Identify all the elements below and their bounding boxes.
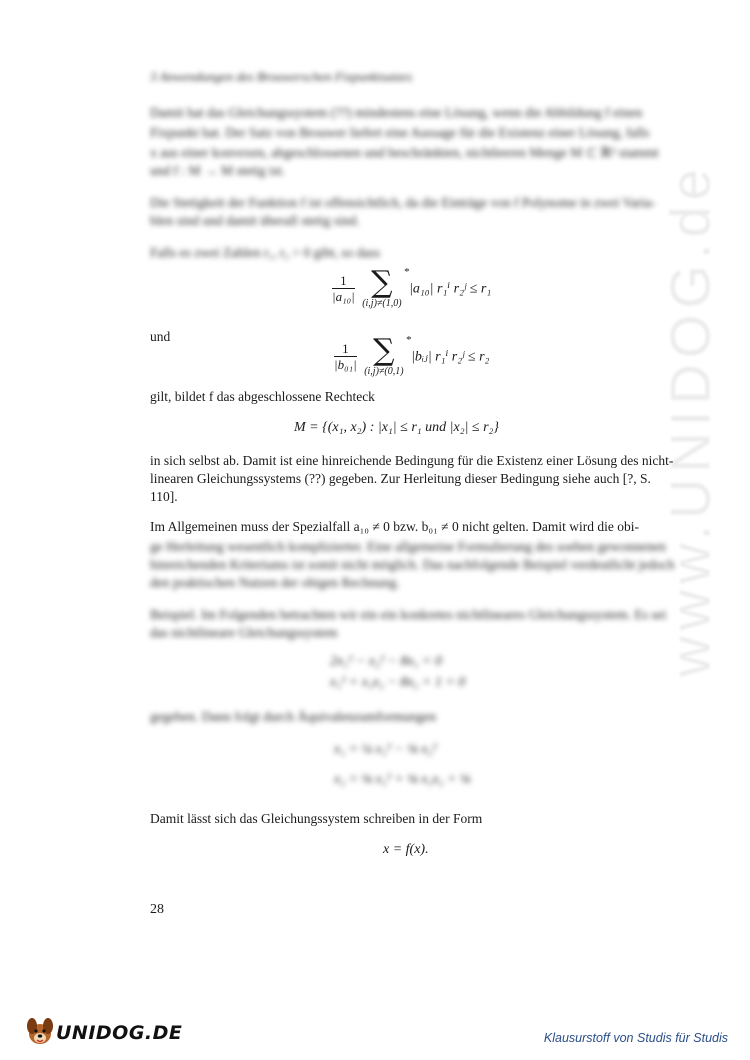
equation-system-row: x₁ = ¼ x₁² − ⅛ x₂² (334, 742, 437, 757)
logo-text: UNIDOG.DE (56, 1022, 183, 1044)
dog-icon (22, 1014, 58, 1048)
formula-fixpoint: x = f(x). (383, 842, 429, 857)
formula-rectangle: M = {(x₁, x₂) : |x₁| ≤ r₁ und |x₂| ≤ r₂} (294, 420, 500, 435)
formula-tail: |bᵢⱼ| r₁ⁱ r₂ʲ ≤ r₂ (411, 349, 490, 365)
fraction-numerator: 1 (334, 341, 357, 357)
text-line: ge Herleitung wesentlich komplizierter. Eine allgemeine Formulierung des soeben gewonnenen (150, 539, 666, 554)
text-line: den praktischen Nutzen der obigen Rechnung. (150, 575, 400, 590)
text-line: in sich selbst ab. Damit ist eine hinreichende Bedingung für die Existenz einer Lösung des nicht- (150, 453, 674, 468)
text-line: Im Allgemeinen muss der Spezialfall a₁₀ ≠ 0 bzw. b₀₁ ≠ 0 nicht gelten. Damit wird die obi- (150, 519, 640, 534)
fraction-denominator: |b₀₁| (334, 357, 357, 372)
fraction (332, 273, 355, 305)
text-line: gegeben. Dann folgt durch Äquivalenzumformungen (150, 709, 437, 724)
sum-subscript: (i,j)≠(0,1) (364, 366, 404, 377)
text-line: linearen Gleichungssystems (??) gegeben. Zur Herleitung dieser Bedingung siehe auch [?, S. (150, 471, 651, 486)
text-und: und (150, 329, 171, 344)
running-header: 3 Anwendungen des Brouwerschen Fixpunktsatzes (150, 69, 413, 84)
formula-sum-b (334, 333, 490, 378)
text-line: Falls es zwei Zahlen r₁, r₂ > 0 gibt, so dass (150, 245, 380, 260)
page-number: 28 (150, 902, 164, 917)
text-line: Die Stetigkeit der Funktion f ist offensichtlich, da die Einträge von f Polynome in zwei Varia- (150, 195, 656, 210)
text-line: und f : M → M stetig ist. (150, 163, 286, 178)
sum-operator: ∑ * (i,j)≠(1,0) (362, 265, 410, 309)
sum-subscript: (i,j)≠(1,0) (362, 298, 402, 309)
text-line: x aus einer konvexen, abgeschlossenen und beschränkten, nichtleeren Menge M ⊂ ℝ² stammt (150, 145, 659, 160)
formula-sum-a (332, 265, 492, 310)
fraction-numerator: 1 (332, 273, 355, 289)
text-line: Damit hat das Gleichungssystem (??) mindestens eine Lösung, wenn die Abbildung f einen (150, 105, 643, 120)
formula-tail: |a₁₀| r₁ⁱ r₂ʲ ≤ r₁ (409, 281, 492, 297)
sum-operator: ∑ * (i,j)≠(0,1) (364, 333, 412, 377)
text-line: hinreichenden Kriteriums ist somit nicht möglich. Das nachfolgende Beispiel verdeutlicht jedoch (150, 557, 675, 572)
text-line: blen sind und damit überall stetig sind. (150, 213, 360, 228)
equation-system-row: x₂ = ⅛ x₁² + ⅛ x₁x₂ + ⅛ (334, 772, 471, 787)
text-line: das nichtlineare Gleichungssystem (150, 625, 338, 640)
fraction-denominator: |a₁₀| (332, 289, 355, 304)
equation-system-row: x₁² + x₁x₂ − 8x₂ + 1 = 0 (330, 675, 466, 690)
watermark-text: www.UNIDOG.de (658, 163, 722, 677)
text-line: Fixpunkt hat. Der Satz von Brouwer liefert eine Aussage für die Existenz einer Lösung, falls (150, 125, 650, 140)
text-line: Damit lässt sich das Gleichungssystem schreiben in der Form (150, 811, 483, 826)
text-line: gilt, bildet f das abgeschlossene Rechteck (150, 389, 375, 404)
equation-system-row: 2x₁² − x₂² − 8x₁ = 0 (330, 654, 442, 669)
footer-tagline: Klausurstoff von Studis für Studis (543, 1031, 728, 1045)
text-line: Beispiel. Im Folgenden betrachten wir ein ein konkretes nichtlineares Gleichungssystem. Es sei (150, 607, 667, 622)
text-line: 110]. (150, 489, 178, 504)
fraction (334, 341, 357, 373)
